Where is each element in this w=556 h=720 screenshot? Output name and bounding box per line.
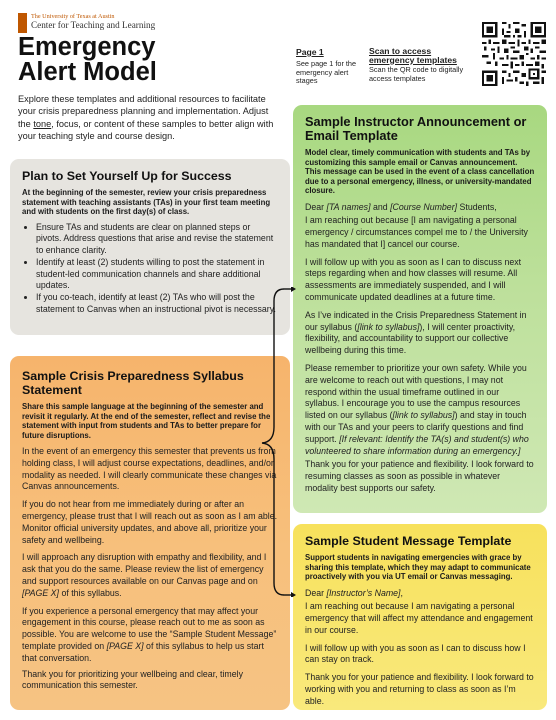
syllabus-p4-text: If you experience a personal emergency that may affect your engagement in this course, please reach out to me as soon as possible. You are welcome to use the “Sample Student Message” template provided on (22, 605, 277, 651)
syllabus-p3-placeholder: [PAGE X] (22, 587, 59, 598)
instructor-paragraph-4 (305, 363, 535, 457)
student-lead: Support students in navigating emergencies with grace by sharing this template, which they may adapt to communicate proactively with you via UT email or Canvas messaging. (305, 553, 531, 581)
syllabus-p4-placeholder: [PAGE X] (106, 640, 144, 651)
connector-brace-icon (260, 287, 300, 597)
greeting-text: Students, (457, 201, 497, 212)
instructor-p3-text: As I’ve indicated in the Crisis Preparedness Statement in our syllabus ( (305, 309, 527, 332)
list-item: • Identify at least (2) students willing to post the statement in student-led communication channels and share additional updates. (36, 257, 278, 292)
greeting-text: Dear (305, 587, 327, 598)
greeting-text: , (400, 587, 403, 598)
greeting-text: Dear (305, 201, 327, 212)
page-title (18, 35, 157, 85)
list-item: • Ensure TAs and students are clear on planned steps or pivots. Address questions that arise and revise the statement to enhance clarity. (36, 222, 278, 257)
plan-list (22, 222, 278, 316)
intro-text-start: Explore these templates and additional resources to facilitate your crisis preparedness planning and implementation. Adjust the (18, 94, 269, 129)
page-reference (296, 47, 362, 86)
instructor-p4-mid: ) and stay in touch with our TAs and your peers to clarify questions and find support. (305, 410, 527, 444)
plan-title: Plan to Set Yourself Up for Success (22, 169, 232, 183)
syllabus-p3-text: I will approach any disruption with empathy and flexibility, and I ask that you do the same. Please review the list of emergency and support resources available on our Canvas page and on (22, 552, 267, 586)
student-panel (293, 524, 547, 710)
student-paragraph-2: I will follow up with you as soon as I can to discuss how I can stay on track. (305, 642, 526, 665)
student-paragraph-1: I am reaching out because I am navigating a personal emergency that will affect my attendance and engagement in our course. (305, 601, 533, 635)
qr-code-icon[interactable] (482, 22, 546, 86)
relevant-note: [If relevant: Identify the TA(s) and student(s) who volunteered to share information during an emergency.] (305, 433, 529, 456)
syllabus-paragraph-2: If you do not hear from me immediately during or after an emergency, please trust that I will reach out as soon as I am able. Monitor official university updates, and above all, prioritize your safety and wellbeing. (22, 499, 278, 545)
student-paragraph-3: Thank you for your patience and flexibility. I look forward to working with you and returning to class as soon as I’m able. (305, 672, 534, 706)
syllabus-panel (10, 356, 290, 710)
instructor-greeting (305, 202, 535, 214)
intro-text-end: , focus, or content of these samples to better align with your teaching style and course design. (18, 118, 274, 142)
instructor-paragraph-1: I am reaching out because [I am navigating a personal emergency / circumstances compel me to / the University has mandated that I] cancel our course. (305, 215, 528, 249)
syllabus-link-placeholder: [link to syllabus] (392, 410, 455, 421)
page-title-line2: Alert Model (18, 58, 157, 86)
instructor-paragraph-5: Thank you for your patience and flexibility. I look forward to resuming classes as soon as possible in whatever modality best supports our safety. (305, 459, 534, 494)
syllabus-link-placeholder: [link to syllabus] (357, 321, 420, 332)
greeting-text: and (370, 201, 391, 212)
instructor-p4-text: Please remember to prioritize your own safety. While you are welcome to reach out with questions, I may not respond within the usual timeframe outlined in our syllabus. I encourage you to use the campus resources listed on our syllabus ( (305, 363, 527, 421)
student-greeting (305, 588, 535, 600)
syllabus-lead: Share this sample language at the beginning of the semester and revisit it regularly. At the end of the semester, reflect and revise the statement with input from students and TAs to better prepare for future disruptions. (22, 402, 271, 440)
syllabus-p3-end: of this syllabus. (59, 587, 122, 598)
ctl-logo (18, 12, 198, 34)
intro-tone-link[interactable]: tone (33, 118, 52, 129)
plan-lead: At the beginning of the semester, review your crisis preparedness statement with teaching assistants (TAs) in your first team meeting and with students on the first day(s) of class. (22, 188, 271, 216)
instructor-p3-end: ), I will center proactivity, flexibility, and accountability to support our collective wellbeing during this time. (305, 321, 516, 356)
list-item: • If you co-teach, identify at least (2) TAs who will post the statement to Canvas when an instructional pivot is necessary. (36, 292, 278, 316)
instructor-panel (293, 105, 547, 513)
syllabus-paragraph-5: Thank you for prioritizing your wellbeing and clear, timely communication this semester. (22, 668, 244, 691)
instructor-paragraph-3 (305, 310, 535, 357)
instructor-name-placeholder: [Instructor’s Name] (326, 587, 401, 598)
course-number-placeholder: [Course Number] (390, 201, 458, 212)
logo-university-name: The University of Texas at Austin (31, 13, 115, 20)
logo-center-name: Center for Teaching and Learning (31, 20, 156, 30)
page-title-line1: Emergency (18, 33, 156, 61)
syllabus-paragraph-1: In the event of an emergency this semester that prevents us from holding class, I will adjust course expectations, deadlines, and/or modality as needed. I will clearly communicate these changes via Canvas announcements. (22, 446, 277, 492)
plan-panel (10, 159, 290, 335)
instructor-paragraph-2: I will follow up with you as soon as I can to discuss next steps regarding when and how classes will resume. All assessments are immediately suspended, and I will communicate updated deadlines at a future time. (305, 256, 522, 303)
instructor-lead: Model clear, timely communication with students and TAs by customizing this sample email or Canvas announcement. This message can be used in the event of a class cancellation due to a personal emergency, illness, or university-mandated closure. (305, 148, 535, 195)
page-reference-link[interactable]: Page 1 (296, 47, 324, 57)
scan-reference (369, 47, 475, 83)
syllabus-title: Sample Crisis Preparedness Syllabus Statement (22, 369, 244, 397)
scan-reference-text: Scan the QR code to digitally access templates (369, 65, 464, 83)
intro-paragraph (18, 93, 280, 143)
page-reference-text: See page 1 for the emergency alert stages (296, 59, 357, 86)
ut-tower-icon (18, 13, 27, 33)
scan-reference-link[interactable]: Scan to access emergency templates (369, 46, 457, 65)
ta-names-placeholder: [TA names] (326, 201, 371, 212)
syllabus-p4-end: of this syllabus to help us start that conversation. (22, 640, 264, 663)
instructor-title: Sample Instructor Announcement or Email Template (305, 114, 527, 143)
syllabus-paragraph-4 (22, 606, 278, 665)
student-title: Sample Student Message Template (305, 534, 512, 548)
syllabus-paragraph-3 (22, 552, 278, 599)
